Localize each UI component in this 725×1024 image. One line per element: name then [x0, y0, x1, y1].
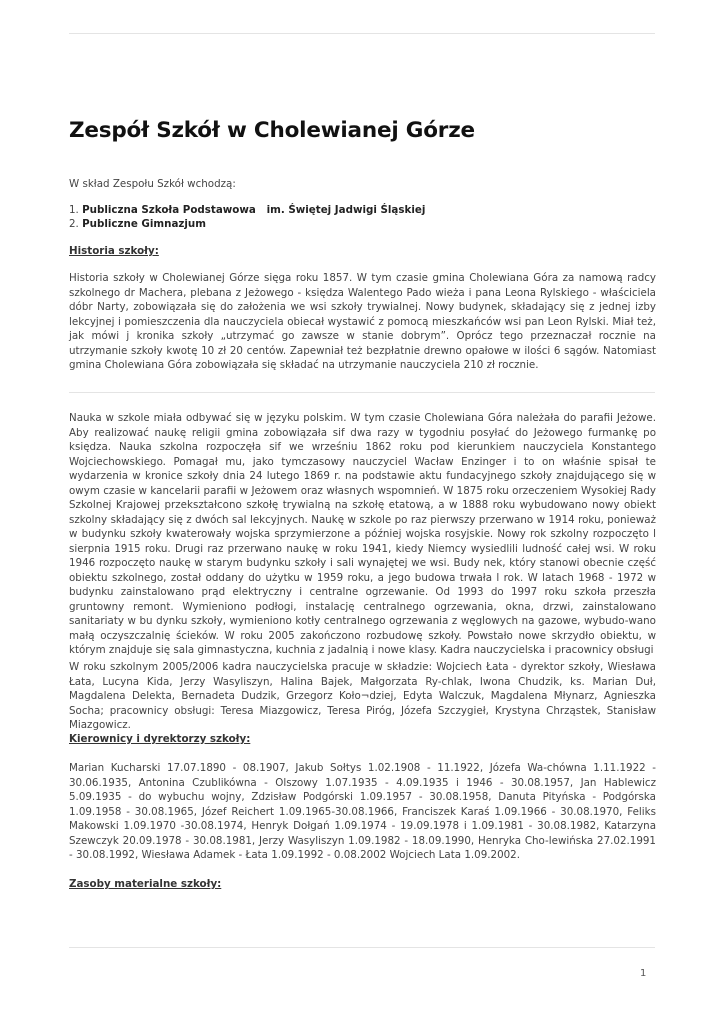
list-item	[69, 218, 206, 230]
page-title: Zespół Szkół w Cholewianej Górze	[69, 118, 475, 143]
history-paragraph-2: Nauka w szkole miała odbywać się w języku polskim. W tym czasie Cholewiana Góra należała do parafii Jeżowe. Aby realizować naukę religii gmina zobowiązała sif dwa razy w tygodniu posyłać do Jeżowego furmankę po księdza. Nauka szkolna rozpoczęła sif we wrześniu 1862 roku pod kierunkiem nauczyciela Konstantego Wojciechowskiego. Pomagał mu, jako tymczasowy nauczyciel Wacław Enzinger i to on właśnie spisał te wydarzenia w kronice szkoły dnia 24 lutego 1869 r. na podstawie aktu fundacyjnego szkoły znajdującego się w owym czasie w kancelarii parafii w Jeżowem oraz własnych wspomnień. W 1875 roku orzeczeniem Wysokiej Rady Szkolnej Krajowej przekształcono szkołę trywialną na szkołę etatową, a w 1888 roku wybudowano nowy obiekt szkolny składający się z dwóch sal lekcyjnych. Naukę w szkole po raz pierwszy przerwano w 1914 roku, ponieważ w budynku szkoły kwaterowały wojska sprzymierzone a później wojska rosyjskie. Nowy rok szkolny rozpoczęto l sierpnia 1915 roku. Drugi raz przerwano naukę w roku 1941, kiedy Niemcy wysiedlili ludność całej wsi. W roku 1946 rozpoczęto naukę w starym budynku szkoły i sali wynajętej we wsi. Budy nek, który stanowi obecnie część obiektu szkolnego, został oddany do użytku w 1959 roku, a jego budowa trwała l rok. W latach 1968 - 1972 w budynku zainstalowano prąd elektryczny i centralne ogrzewanie. Od 1993 do 1997 roku szkoła przeszła gruntowny remont. Wymieniono podłogi, instalację centralnego ogrzewania, okna, drzwi, zainstalowano sanitariaty w bu dynku szkoły, wymieniono kotły centralnego ogrzewania z węglowych na gazowe, wybudo-wano małą oczyszczalnię ścieków. W roku 2005 zakończono rozbudowę szkoły. Powstało nowe skrzydło obiektu, w którym znajduje się sala gimnastyczna, kuchnia z jadalnią i nowe klasy. Kadra nauczycielska i pracownicy obsługi	[69, 412, 656, 656]
list-number: 2.	[69, 218, 79, 230]
staff-paragraph: W roku szkolnym 2005/2006 kadra nauczycielska pracuje w składzie: Wojciech Łata - dyrektor szkoły, Wiesława Łata, Lucyna Kida, Jerzy Wasyliszyn, Halina Bajek, Małgorzata Ry-chlak, Iwona Chudzik, ks. Marian Duł, Magdalena Delekta, Bernadeta Dudzik, Grzegorz Koło¬dziej, Edyta Walczuk, Magdalena Młynarz, Agnieszka Socha; pracownicy obsługi: Teresa Miazgowicz, Teresa Piróg, Józefa Szczygieł, Krystyna Chrząstek, Stanisław Miazgowicz.	[69, 661, 656, 731]
intro-text: W skład Zespołu Szkół wchodzą:	[69, 178, 236, 190]
page-number: 1	[640, 968, 647, 979]
footer-divider	[69, 947, 655, 948]
school-name: Publiczne Gimnazjum	[82, 218, 206, 230]
history-heading: Historia szkoły:	[69, 245, 159, 257]
top-divider	[69, 33, 655, 34]
list-number: 1.	[69, 204, 79, 216]
list-item	[69, 204, 425, 216]
section-divider	[69, 392, 655, 393]
school-name: Publiczna Szkoła Podstawowa im. Świętej Jadwigi Śląskiej	[82, 204, 426, 216]
directors-heading: Kierownicy i dyrektorzy szkoły:	[69, 733, 251, 745]
history-paragraph-1: Historia szkoły w Cholewianej Górze sięga roku 1857. W tym czasie gmina Cholewiana Góra za namową radcy szkolnego dr Machera, plebana z Jeżowego - księdza Walentego Pado wieża i pana Leona Rylskiego - właściciela dóbr Narty, zobowiązała się do założenia we wsi szkoły trywialnej. Nowy budynek, składający się z jednej izby lekcyjnej i pomieszczenia dla nauczyciela obiecał wystawić z pomocą mieszkańców wsi pan Leon Rylski. Miał też, jak mówi j kronika szkoły „utrzymać go zawsze w stanie dobrym”. Oprócz tego przeznaczał rocznie na utrzymanie szkoły kwotę 10 zł 20 centów. Zapewniał też bezpłatnie drewno opałowe w ilości 6 sągów. Natomiast gmina Cholewiana Góra zobowiązała się składać na utrzymanie nauczyciela 210 zł rocznie.	[69, 272, 656, 371]
directors-paragraph: Marian Kucharski 17.07.1890 - 08.1907, Jakub Sołtys 1.02.1908 - 11.1922, Józefa Wa-chówna 1.11.1922 - 30.06.1935, Antonina Czublikówna - Olszowy 1.07.1935 - 4.09.1935 i 1946 - 30.08.1957, Jan Hablewicz 5.09.1935 - do wybuchu wojny, Zdzisław Podgórski 1.09.1957 - 30.08.1958, Danuta Pityńska - Podgórska 1.09.1958 - 30.08.1965, Józef Reichert 1.09.1965-30.08.1966, Franciszek Karaś 1.09.1966 - 30.08.1970, Feliks Makowski 1.09.1970 -30.08.1974, Henryk Dołgań 1.09.1974 - 19.09.1978 i 1.09.1981 - 30.08.1982, Katarzyna Szewczyk 20.09.1978 - 30.08.1981, Jerzy Wasyliszyn 1.09.1982 - 18.09.1990, Henryka Cho-lewińska 27.02.1991 - 30.08.1992, Wiesława Adamek - Łata 1.09.1992 - 0.08.2002 Wojciech Lata 1.09.2002.	[69, 762, 656, 861]
resources-heading: Zasoby materialne szkoły:	[69, 878, 222, 890]
